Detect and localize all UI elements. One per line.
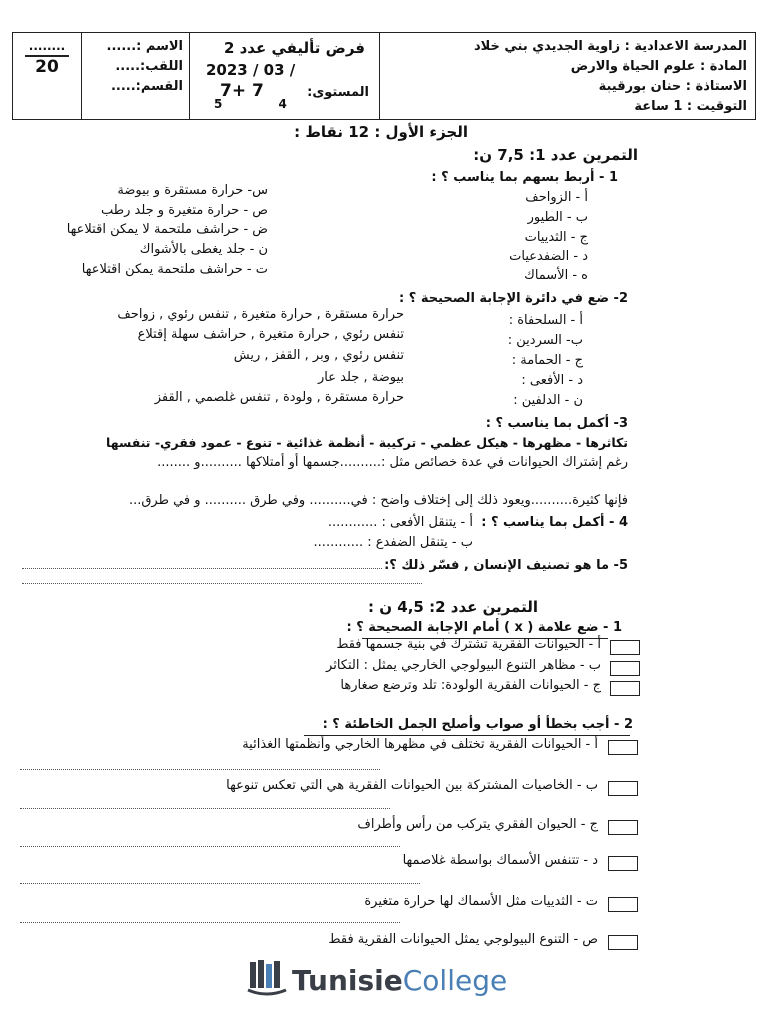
answer-box[interactable] [608, 897, 638, 912]
exam-title-cell [189, 33, 379, 119]
ex2-q2-item: ج - الحيوان الفقري يتركب من رأس وأطراف [357, 817, 598, 832]
q2-prompt: 2- ضع في دائرة الإجابة الصحيحة ؟ : [399, 291, 628, 306]
logo-text-college: College [402, 964, 508, 997]
q3-line-2: فإنها كثيرة..........ويعود ذلك إلى إختلاف واضح : في.......... وفي طرق .......... و في طرق... [128, 493, 628, 508]
checkbox[interactable] [610, 681, 640, 696]
ex2-q2-item: أ - الحيوانات الفقرية تختلف في مظهرها الخارجي وأنظمتها الغذائية [242, 737, 598, 752]
ex2-q1-item: ج - الحيوانات الفقرية الولودة: تلد وترضع صغارها [340, 678, 601, 693]
answer-box[interactable] [608, 856, 638, 871]
surname-field[interactable]: اللقب:..... [115, 59, 183, 74]
q1-right-item: ن - جلد يغطى بالأشواك [139, 242, 268, 257]
score-cell [13, 33, 81, 119]
answer-box[interactable] [608, 740, 638, 755]
q1-left-item: أ - الزواحف [525, 190, 588, 205]
level-label: المستوى: [307, 85, 369, 100]
ex2-q1-prompt: 1 - ضع علامة ( x ) أمام الإجابة الصحيحة ؟ : [346, 620, 622, 635]
q2-options: حرارة مستقرة , حرارة متغيرة , تنفس رئوي , زواحف [117, 307, 404, 322]
q1-right-item: ت - حراشف ملتحمة يمكن اقتلاعها [81, 262, 268, 277]
q2-animal: أ - السلحفاة : [508, 313, 583, 328]
q2-options: تنفس رئوي , وبر , القفز , ريش [233, 348, 404, 363]
q1-right-item: ض - حراشف ملتحمة لا يمكن اقتلاعها [66, 222, 268, 237]
q5-answer-line[interactable] [22, 568, 382, 569]
part1-title: الجزء الأول : 12 نقاط : [294, 123, 468, 141]
subject: المادة : علوم الحياة والارض [570, 59, 747, 74]
q2-options: حرارة مستقرة , ولودة , تنفس غلصمي , القفز [154, 390, 404, 405]
school-name: المدرسة الاعدادية : زاوية الجديدي بني خلاد [473, 39, 747, 54]
name-field[interactable]: الاسم :...... [106, 39, 183, 54]
q1-right-item: س- حرارة مستقرة و بيوضة [117, 183, 268, 198]
q4-prompt: 4 - أكمل بما يناسب ؟ : [481, 515, 628, 530]
q1-right-item: ص - حرارة متغيرة و جلد رطب [100, 203, 268, 218]
site-logo [246, 958, 506, 1002]
q1-left-item: ه - الأسماك [524, 268, 588, 283]
q2-options: بيوضة , جلد عار [318, 370, 404, 385]
school-info-cell [379, 33, 755, 119]
checkbox[interactable] [610, 661, 640, 676]
exam-title: فرض تأليفي عدد 2 [223, 39, 365, 57]
correction-line[interactable] [20, 922, 400, 923]
q2-animal: ن - الدلفين : [513, 393, 583, 408]
q3-word-bank: تكاثرها - مظهرها - هيكل عظمي - تركيبة - أنظمة غذائية - تنوع - عمود فقري- تنفسها [106, 435, 628, 450]
correction-line[interactable] [20, 808, 390, 809]
underline [304, 735, 630, 736]
score-total: 20 [35, 57, 59, 77]
level-subscripts: 5 4 [214, 97, 313, 111]
correction-line[interactable] [20, 883, 420, 884]
ex2-q2-item: ص - التنوع البيولوجي يمثل الحيوانات الفقرية فقط [328, 932, 598, 947]
exercise1-title: التمرين عدد 1: 7,5 ن: [473, 146, 638, 164]
score-label: ........ [28, 39, 66, 53]
exercise2-title: التمرين عدد 2: 4,5 ن : [368, 598, 538, 616]
q4-answer-a[interactable]: أ - يتنقل الأفعى : ............ [327, 515, 473, 530]
ex2-q2-prompt: 2 - أجب بخطأ أو صواب وأصلح الجمل الخاطئة ؟ : [322, 717, 633, 732]
q5-prompt: 5- ما هو تصنيف الإنسان , فسّر ذلك ؟: [384, 558, 628, 573]
q3-line-1: رغم إشتراك الحيوانات في عدة خصائص مثل :..........جسمها أو أمتلاكها ..........و ........ [157, 455, 628, 470]
ex2-q1-item: ب - مظاهر التنوع البيولوجي الخارجي يمثل : التكاثر [326, 658, 601, 673]
teacher: الاستاذة : حنان بورقيبة [598, 79, 747, 94]
correction-line[interactable] [20, 846, 400, 847]
exam-header [12, 32, 756, 120]
duration: التوقيت : 1 ساعة [634, 99, 747, 114]
q2-animal: ج - الحمامة : [511, 353, 583, 368]
q1-left-item: ج - الثدييات [524, 230, 588, 245]
q2-options: تنفس رئوي , حرارة متغيرة , حراشف سهلة إقتلاع [137, 327, 404, 342]
q1-left-item: د - الضفدعيات [509, 249, 588, 264]
checkbox[interactable] [610, 640, 640, 655]
ex2-q2-item: د - تتنفس الأسماك بواسطة غلاصمها [402, 853, 598, 868]
logo-wordmark [292, 964, 507, 997]
answer-box[interactable] [608, 781, 638, 796]
level-value: 7+ 7 [220, 81, 264, 101]
logo-text-tunisie: Tunisie [292, 964, 403, 997]
q5-answer-line[interactable] [22, 583, 422, 584]
ex2-q2-item: ب - الخاصيات المشتركة بين الحيوانات الفقرية هي التي تعكس تنوعها [226, 778, 598, 793]
books-icon [246, 958, 288, 998]
ex2-q2-item: ت - الثدييات مثل الأسماك لها حرارة متغيرة [364, 894, 598, 909]
exam-date: 2023 / 03 / [206, 61, 296, 79]
class-field[interactable]: القسم:..... [110, 79, 183, 94]
student-info-cell [81, 33, 189, 119]
q2-animal: ب- السردين : [507, 333, 583, 348]
q2-animal: د - الأفعى : [521, 373, 583, 388]
answer-box[interactable] [608, 820, 638, 835]
correction-line[interactable] [20, 769, 380, 770]
q4-answer-b[interactable]: ب - يتنقل الضفدع : ............ [313, 535, 473, 550]
answer-box[interactable] [608, 935, 638, 950]
ex2-q1-item: أ - الحيوانات الفقرية تشترك في بنية جسمها فقط [336, 637, 601, 652]
q3-prompt: 3- أكمل بما يناسب ؟ : [485, 416, 628, 431]
q1-left-item: ب - الطيور [527, 210, 588, 225]
q1-prompt: 1 - أربط بسهم بما يناسب ؟ : [431, 170, 618, 185]
